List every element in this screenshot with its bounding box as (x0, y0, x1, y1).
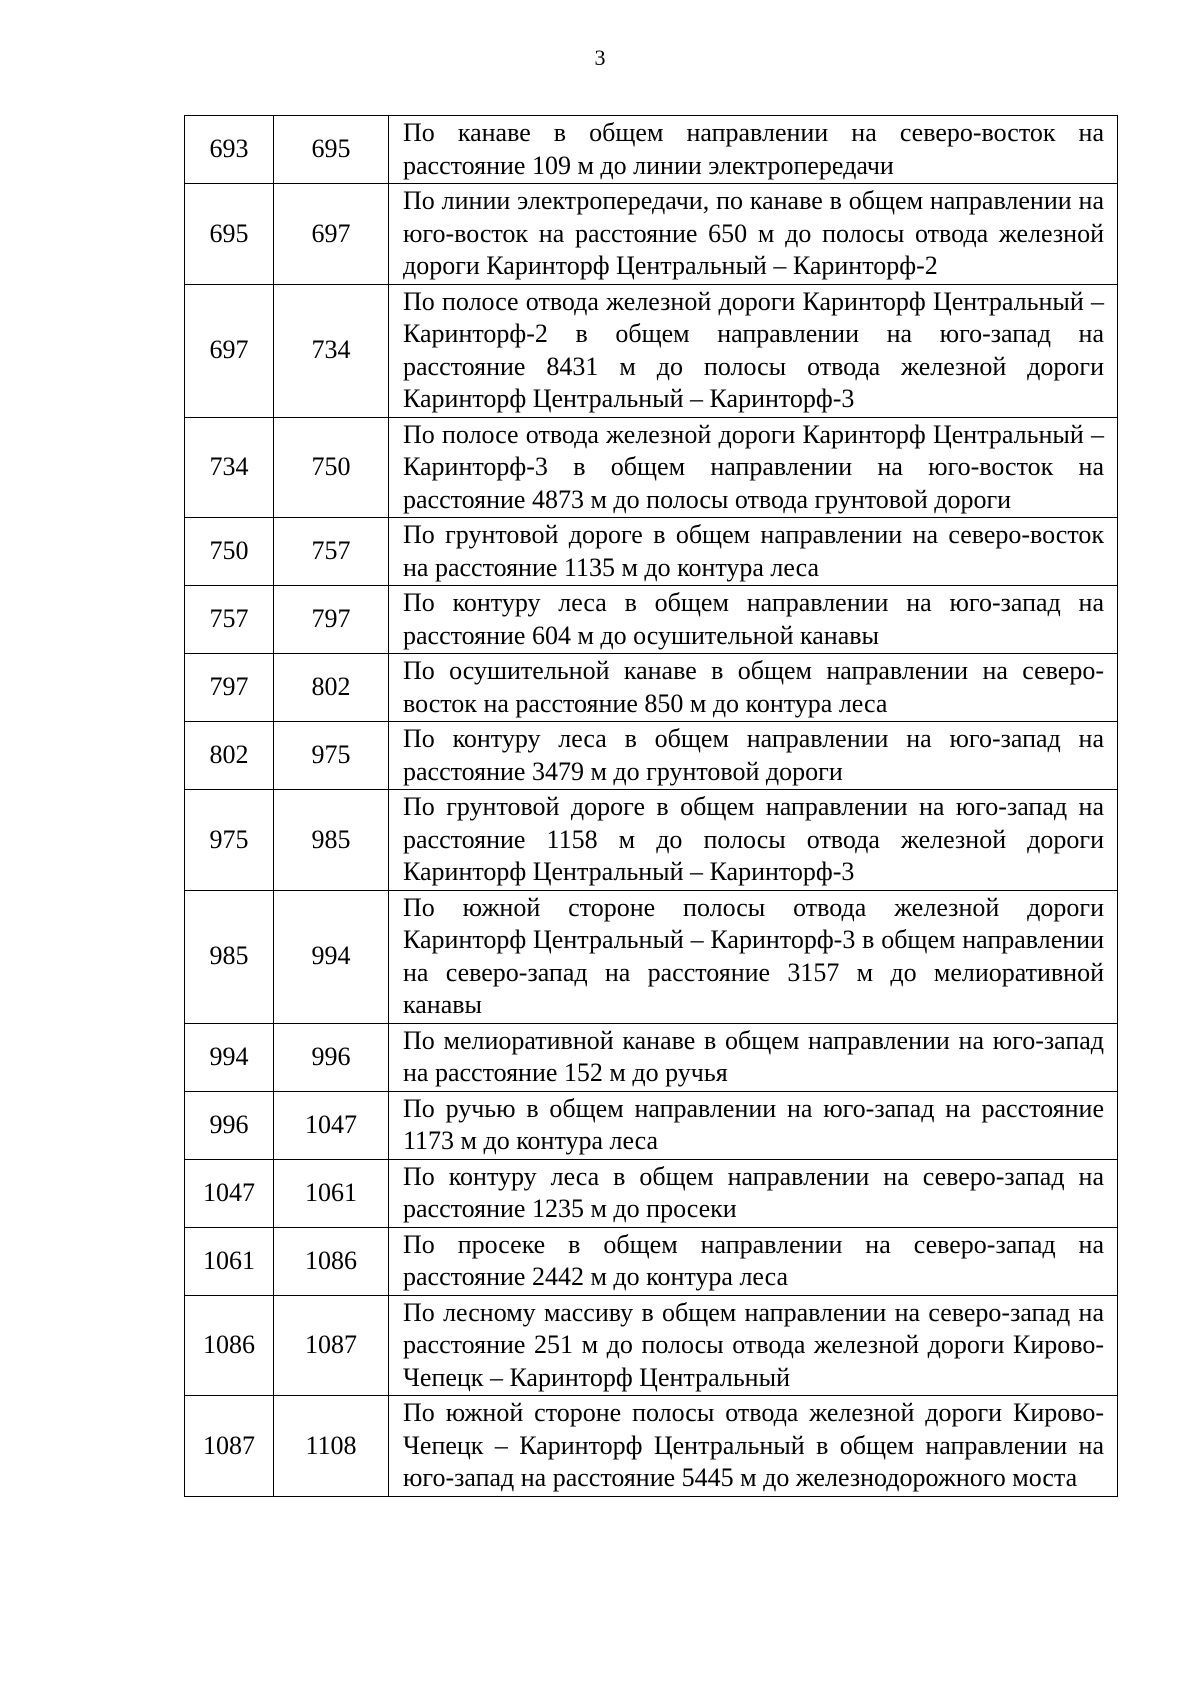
from-point-cell: 1047 (185, 1159, 274, 1227)
description-cell: По осушительной канаве в общем направлении на северо-восток на расстояние 850 м до контура леса (389, 654, 1118, 722)
description-cell: По лесному массиву в общем направлении на северо-запад на расстояние 251 м до полосы отвода железной дороги Кирово-Чепецк – Каринторф Центральный (389, 1295, 1118, 1396)
to-point-cell: 985 (274, 790, 389, 891)
to-point-cell: 695 (274, 116, 389, 184)
table-row (185, 518, 1118, 586)
to-point-cell: 994 (274, 890, 389, 1023)
from-point-cell: 697 (185, 284, 274, 417)
to-point-cell: 757 (274, 518, 389, 586)
to-point-cell: 1061 (274, 1159, 389, 1227)
to-point-cell: 797 (274, 586, 389, 654)
boundary-description-table (184, 115, 1118, 1497)
to-point-cell: 734 (274, 284, 389, 417)
table-row (185, 1159, 1118, 1227)
from-point-cell: 985 (185, 890, 274, 1023)
table-row (185, 417, 1118, 518)
to-point-cell: 1108 (274, 1396, 389, 1497)
table-row (185, 890, 1118, 1023)
table-row (185, 1227, 1118, 1295)
to-point-cell: 1047 (274, 1091, 389, 1159)
from-point-cell: 1061 (185, 1227, 274, 1295)
table-row (185, 790, 1118, 891)
description-cell: По контуру леса в общем направлении на северо-запад на расстояние 1235 м до просеки (389, 1159, 1118, 1227)
page-number: 3 (594, 45, 606, 70)
from-point-cell: 797 (185, 654, 274, 722)
table-row (185, 184, 1118, 285)
description-cell: По ручью в общем направлении на юго-запад на расстояние 1173 м до контура леса (389, 1091, 1118, 1159)
to-point-cell: 1086 (274, 1227, 389, 1295)
to-point-cell: 750 (274, 417, 389, 518)
from-point-cell: 1087 (185, 1396, 274, 1497)
table-row (185, 586, 1118, 654)
description-cell: По просеке в общем направлении на северо-запад на расстояние 2442 м до контура леса (389, 1227, 1118, 1295)
from-point-cell: 994 (185, 1023, 274, 1091)
to-point-cell: 697 (274, 184, 389, 285)
description-cell: По линии электропередачи, по канаве в общем направлении на юго-восток на расстояние 650 м до полосы отвода железной дороги Каринторф Центральный – Каринторф-2 (389, 184, 1118, 285)
table-row (185, 116, 1118, 184)
description-cell: По полосе отвода железной дороги Каринторф Центральный – Каринторф-3 в общем направлении на юго-восток на расстояние 4873 м до полосы отвода грунтовой дороги (389, 417, 1118, 518)
table-row (185, 1396, 1118, 1497)
to-point-cell: 996 (274, 1023, 389, 1091)
table-row (185, 1295, 1118, 1396)
from-point-cell: 750 (185, 518, 274, 586)
from-point-cell: 1086 (185, 1295, 274, 1396)
description-cell: По канаве в общем направлении на северо-восток на расстояние 109 м до линии электропередачи (389, 116, 1118, 184)
from-point-cell: 734 (185, 417, 274, 518)
description-cell: По мелиоративной канаве в общем направлении на юго-запад на расстояние 152 м до ручья (389, 1023, 1118, 1091)
table-row (185, 284, 1118, 417)
description-cell: По южной стороне полосы отвода железной дороги Каринторф Центральный – Каринторф-3 в общем направлении на северо-запад на расстояние 3157 м до мелиоративной канавы (389, 890, 1118, 1023)
from-point-cell: 996 (185, 1091, 274, 1159)
description-cell: По контуру леса в общем направлении на юго-запад на расстояние 604 м до осушительной канавы (389, 586, 1118, 654)
to-point-cell: 802 (274, 654, 389, 722)
description-cell: По грунтовой дороге в общем направлении на северо-восток на расстояние 1135 м до контура леса (389, 518, 1118, 586)
table-row (185, 722, 1118, 790)
table-row (185, 1091, 1118, 1159)
to-point-cell: 975 (274, 722, 389, 790)
from-point-cell: 757 (185, 586, 274, 654)
description-cell: По грунтовой дороге в общем направлении на юго-запад на расстояние 1158 м до полосы отвода железной дороги Каринторф Центральный – Каринторф-3 (389, 790, 1118, 891)
to-point-cell: 1087 (274, 1295, 389, 1396)
from-point-cell: 802 (185, 722, 274, 790)
table-row (185, 1023, 1118, 1091)
table-row (185, 654, 1118, 722)
description-cell: По полосе отвода железной дороги Каринторф Центральный – Каринторф-2 в общем направлении на юго-запад на расстояние 8431 м до полосы отвода железной дороги Каринторф Центральный – Каринторф-3 (389, 284, 1118, 417)
description-cell: По южной стороне полосы отвода железной дороги Кирово-Чепецк – Каринторф Центральный в общем направлении на юго-запад на расстояние 5445 м до железнодорожного моста (389, 1396, 1118, 1497)
description-cell: По контуру леса в общем направлении на юго-запад на расстояние 3479 м до грунтовой дороги (389, 722, 1118, 790)
from-point-cell: 693 (185, 116, 274, 184)
from-point-cell: 975 (185, 790, 274, 891)
from-point-cell: 695 (185, 184, 274, 285)
